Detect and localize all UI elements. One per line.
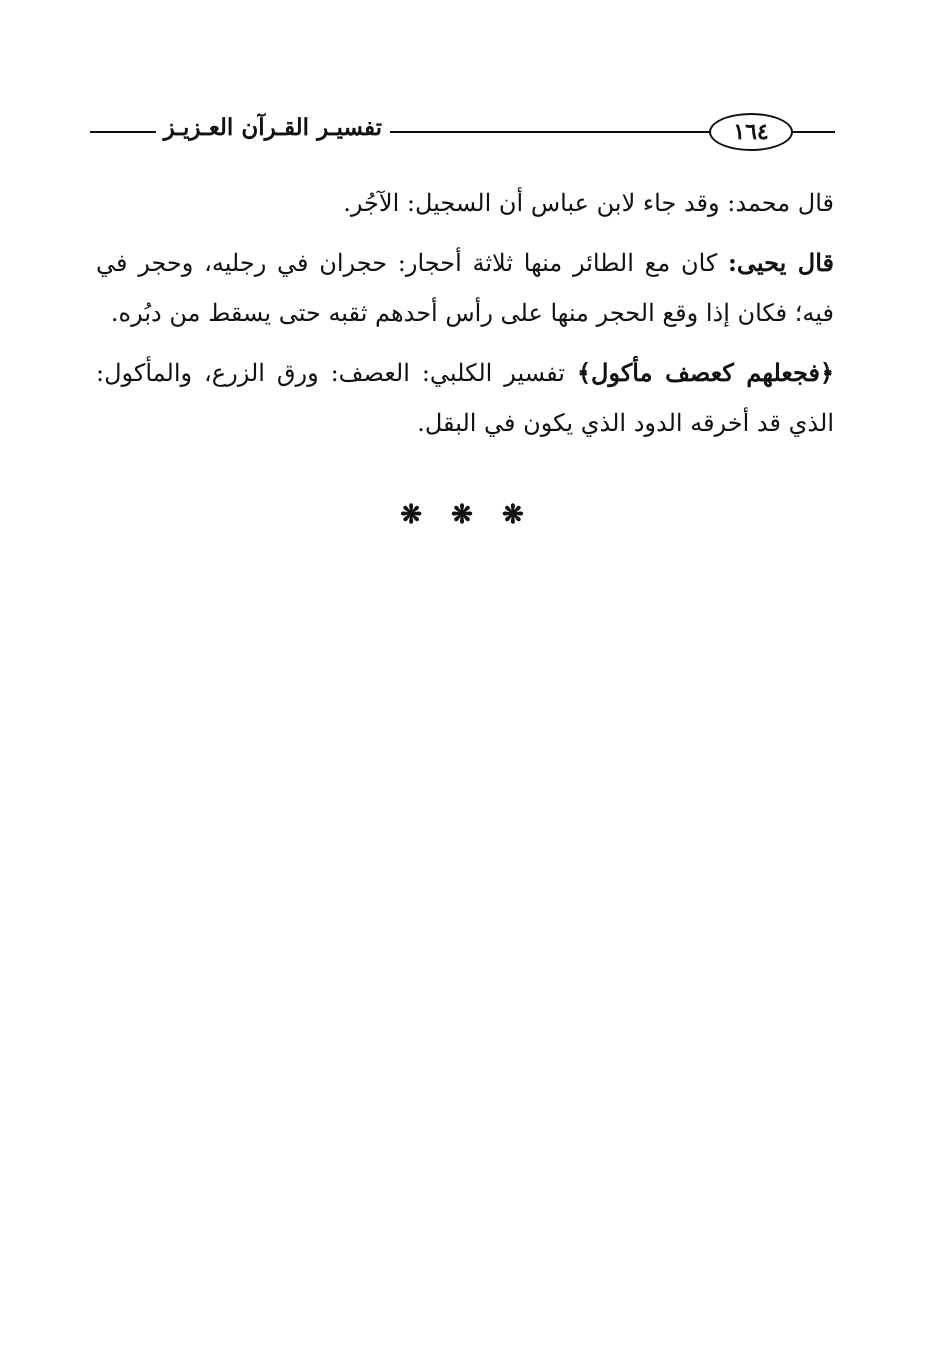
paragraph-muhammad (96, 178, 834, 228)
paragraph-yahya (96, 238, 834, 338)
running-title: تفسيـر القـرآن العـزيـز (156, 114, 390, 141)
quranic-verse: ﴿فجعلهم كعصف مأكول﴾ (576, 358, 834, 387)
paragraph-text: تفسير الكلبي: العصف: ورق الزرع، والمأكول: الذي قد أخرقه الدود الذي يكون في البقل. (96, 359, 834, 437)
paragraph-text: قال محمد: وقد جاء لابن عباس أن السجيل: الآجُر. (343, 189, 834, 217)
page-header (90, 112, 835, 152)
paragraph-text: كان مع الطائر منها ثلاثة أحجار: حجران في رجليه، وحجر في فيه؛ فكان إذا وقع الحجر منها على رأس أحدهم ثقبه حتى يسقط من دبُره. (96, 249, 834, 327)
section-divider: ❋ ❋ ❋ (400, 500, 534, 530)
speaker-label: قال يحيى: (728, 248, 834, 277)
page-number: ١٦٤ (709, 113, 793, 151)
paragraph-verse (96, 348, 834, 448)
page-body (96, 178, 834, 458)
